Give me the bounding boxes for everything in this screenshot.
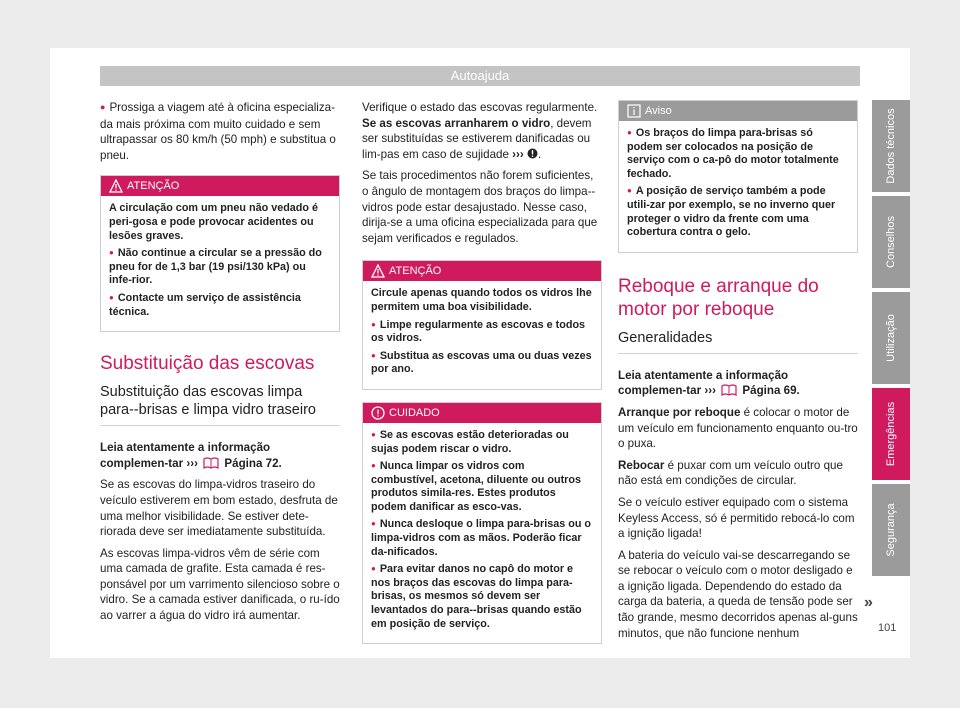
aviso-box	[618, 100, 858, 253]
cuidado-bullet: ● Para evitar danos no capô do motor e nos braços das escovas do limpa para-brisas, os mesmos só devem ser levantados do para--brisas quando estão em posição de serviço.	[371, 563, 593, 631]
page-link-72[interactable]: Página 72	[224, 456, 279, 470]
bold-term: Arranque por reboque	[618, 405, 741, 419]
reference-arrow: ›››	[704, 384, 716, 398]
cuidado-bullet: ● Se as escovas estão deterioradas ou sujas podem riscar o vidro.	[371, 429, 593, 456]
tab-label: Emergências	[885, 401, 897, 467]
info-reference: Leia atentamente a informação complemen-tar ››› Página 69.	[618, 368, 800, 398]
paragraph: A bateria do veículo vai-se descarregando se se rebocar o veículo com o motor desligado e a ignição ligada. Dependendo do estado da carga da bateria, a queda de tensão pode ser tão grande, mesmo decorridos apenas al-guns minutos, que não funcione nenhum	[618, 548, 858, 640]
tab-label: Conselhos	[885, 216, 897, 268]
section-title-escovas: Substituição das escovas	[100, 353, 315, 375]
tab-dados-tecnicos[interactable]	[872, 100, 910, 192]
tab-label: Utilização	[885, 314, 897, 362]
aviso-bullet: ● Os braços do limpa para-brisas só podem ser colocados na posição de serviço com o ca-pô do motor totalmente fechado.	[627, 127, 849, 181]
bold-term: Rebocar	[618, 458, 665, 472]
subsection-title-escovas: Substituição das escovas limpa para--brisas e limpa vidro traseiro	[100, 383, 340, 426]
bullet-intro: ● Prossiga a viagem até à oficina especializa-da mais próxima com muito cuidado e sem ultrapassar os 80 km/h (50 mph) e substitua o pneu.	[100, 100, 340, 163]
book-page-icon	[721, 384, 737, 396]
reference-text: Leia atentamente a informação complemen-tar	[618, 368, 789, 398]
paragraph: Verifique o estado das escovas regularmente. Se as escovas arranharem o vidro, devem ser substituídas se estiverem danificadas ou lim-pas em caso de sujidade ››› .	[362, 101, 598, 161]
atencao-title: ATENÇÃO	[389, 265, 442, 278]
reference-arrow: ›››	[512, 147, 524, 161]
bold-span: Se as escovas arranharem o vidro	[362, 116, 551, 130]
atencao-bullet: ● Substitua as escovas uma ou duas vezes por ano.	[371, 350, 593, 377]
book-page-icon	[203, 457, 219, 469]
atencao-body	[101, 196, 339, 331]
cuidado-bullet: ● Nunca desloque o limpa para-brisas ou o limpa-vidros com as mãos. Poderão ficar da-nificados.	[371, 518, 593, 559]
paragraph: As escovas limpa-vidros vêm de série com uma camada de grafite. Esta camada é res-ponsável por um varrimento silencioso sobre o vidro. Se a camada estiver danificada, o ru-ído ao varrer a água do vidro irá aumentar.	[100, 546, 340, 623]
tab-emergencias[interactable]	[872, 388, 910, 480]
subsection-title-generalidades: Generalidades	[618, 329, 858, 354]
warning-icon	[109, 179, 123, 193]
text-span: Verifique o estado das escovas regularmente.	[362, 101, 598, 114]
chapter-tabs	[872, 100, 910, 580]
paragraph	[618, 458, 858, 489]
aviso-header	[619, 101, 857, 121]
paragraph: Se as escovas do limpa-vidros traseiro do veículo estiverem em bom estado, desfruta de uma melhor visibilidade. Se estiver dete-riorada deve ser imediatamente substituída.	[100, 478, 338, 539]
column-3	[618, 100, 858, 647]
atencao-body	[363, 281, 601, 389]
cuidado-body	[363, 423, 601, 643]
info-icon	[627, 104, 641, 118]
atencao-text: Circule apenas quando todos os vidros lhe permitem uma boa visibilidade.	[371, 287, 592, 313]
page-link-69[interactable]: Página 69	[742, 384, 797, 398]
atencao-bullet: ● Não continue a circular se a pressão do pneu for de 1,3 bar (19 psi/130 kPa) ou infe-rior.	[109, 247, 331, 288]
atencao-text: A circulação com um pneu não vedado é peri-gosa e pode provocar acidentes ou lesões graves.	[109, 202, 318, 242]
atencao-header	[101, 176, 339, 196]
cuidado-box	[362, 402, 602, 644]
text-span: é colocar o motor de um veículo em funcionamento enquanto ou-tro o puxa.	[618, 405, 858, 451]
tab-conselhos[interactable]	[872, 196, 910, 288]
text-span: , devem ser substituídas se estiverem danificadas ou lim-pas em caso de sujidade	[362, 116, 592, 161]
aviso-bullet: ● A posição de serviço também a pode utili-zar por exemplo, se no inverno quer proteger o vidro da frente com uma cobertura contra o gelo.	[627, 185, 849, 239]
atencao-box-1	[100, 175, 340, 332]
cuidado-bullet: ● Nunca limpar os vidros com combustível, acetona, diluente ou outros produtos simila-res. Estes produtos podem danificar as esco-vas.	[371, 460, 593, 514]
aviso-title: Aviso	[645, 105, 672, 117]
info-circle-icon	[527, 148, 538, 159]
warning-icon	[371, 264, 385, 278]
cuidado-title: CUIDADO	[389, 406, 440, 419]
reference-text: Leia atentamente a informação complemen-tar	[100, 441, 271, 470]
tab-label: Segurança	[885, 503, 897, 557]
atencao-title: ATENÇÃO	[127, 180, 180, 193]
column-2	[362, 100, 602, 656]
caution-circle-icon	[371, 406, 385, 420]
atencao-bullet: ● Contacte um serviço de assistência técnica.	[109, 292, 331, 319]
atencao-bullet: ● Limpe regularmente as escovas e todos os vidros.	[371, 319, 593, 346]
tab-seguranca[interactable]	[872, 484, 910, 576]
continue-mark: »	[864, 594, 873, 611]
column-1	[100, 100, 340, 630]
page-number: 101	[878, 622, 897, 634]
atencao-box-2	[362, 260, 602, 390]
paragraph: Se o veículo estiver equipado com o sistema Keyless Access, só é permitido rebocá-lo com a ignição ligada!	[618, 495, 855, 541]
aviso-body	[619, 121, 857, 252]
atencao-header	[363, 261, 601, 281]
page-header: Autoajuda	[100, 66, 860, 86]
tab-label: Dados técnicos	[885, 108, 897, 184]
info-reference: Leia atentamente a informação complemen-tar ››› Página 72.	[100, 441, 282, 470]
text-span: é puxar com um veículo outro que não está em condições de circular.	[618, 458, 843, 488]
paragraph: Se tais procedimentos não forem suficientes, o ângulo de montagem dos braços do limpa--vidros pode estar desajustado. Nesse caso, dirija-se a uma oficina especializada para que sejam verificados e regulados.	[362, 169, 598, 245]
reference-arrow: ›››	[186, 456, 198, 470]
tab-utilizacao[interactable]	[872, 292, 910, 384]
cuidado-header	[363, 403, 601, 423]
paragraph	[618, 405, 858, 452]
section-title-reboque: Reboque e arranque do motor por reboque	[618, 275, 819, 320]
